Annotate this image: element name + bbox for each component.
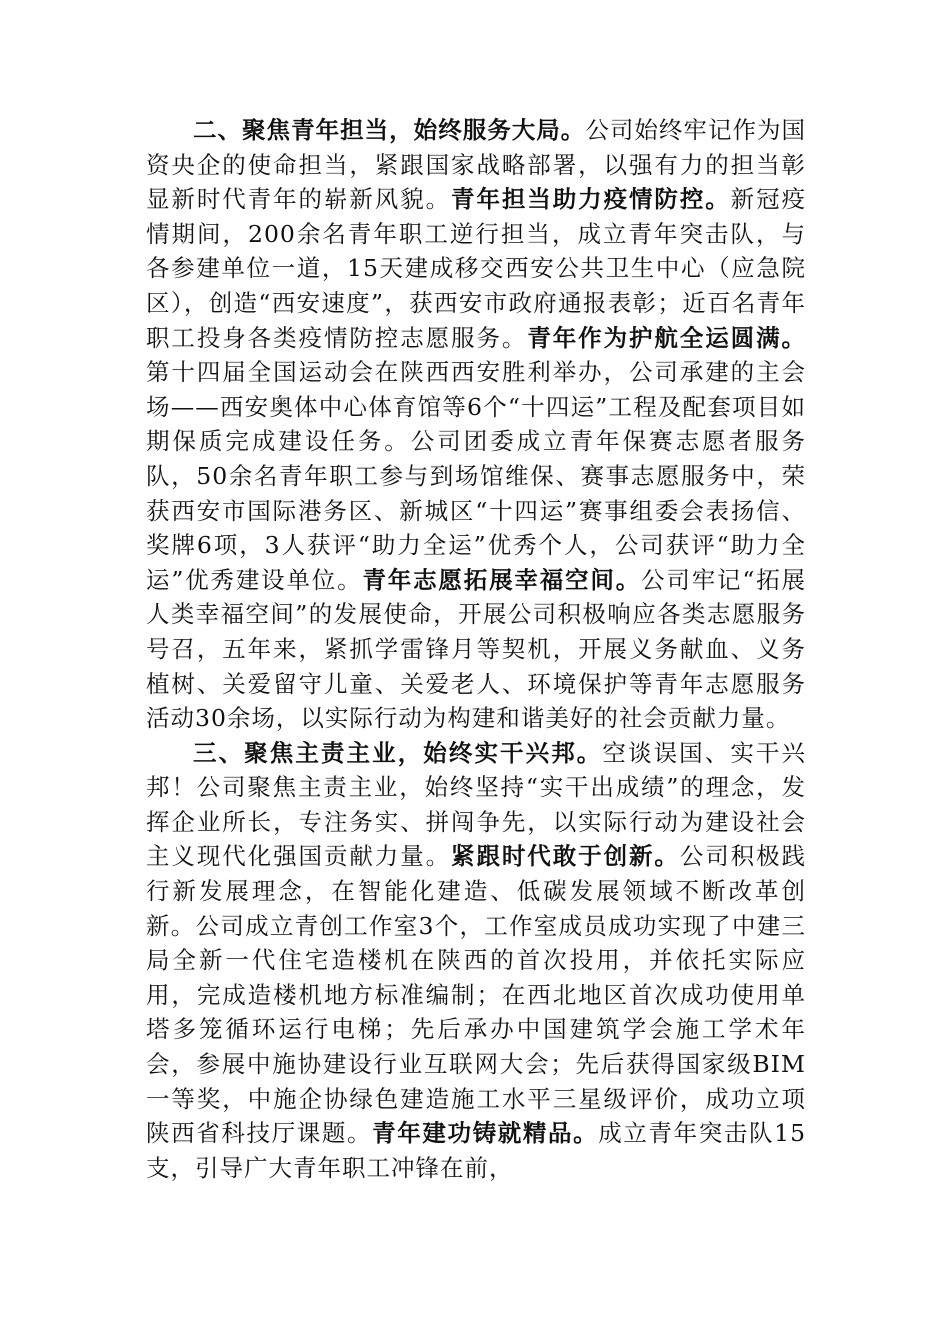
subheading-quality: 青年建功铸就精品。: [372, 1119, 599, 1148]
section-two-heading: 二、聚焦青年担当，始终服务大局。: [193, 116, 586, 144]
subheading-national-games: 青年作为护航全运圆满。: [527, 323, 807, 352]
section-three-heading: 三、聚焦主责主业，始终实干兴邦。: [193, 738, 603, 767]
quality-text: 成立青年突击队15支，引导广大青年职工冲锋在前，: [146, 1119, 807, 1182]
epidemic-text: 新冠疫情期间，200余名青年职工逆行担当，成立青年突击队，与各参建单位一道，15天建成移交西安公共卫生中心（应急院区），创造“西安速度”，获西安市政府通报表彰；近百名青年职工投身各类疫情防控志愿服务。: [146, 185, 807, 352]
subheading-epidemic: 青年担当助力疫情防控。: [451, 185, 731, 214]
document-page: [146, 113, 806, 1185]
subheading-innovation: 紧跟时代敢于创新。: [451, 842, 680, 871]
subheading-volunteer: 青年志愿拓展幸福空间。: [362, 565, 642, 594]
paragraph-section-three: [146, 736, 806, 1186]
national-games-text: 第十四届全国运动会在陕西西安胜利举办，公司承建的主会场——西安奥体中心体育馆等6个“十四运”工程及配套项目如期保质完成建设任务。公司团委成立青年保赛志愿者服务队，50余名青年职工参与到场馆维保、赛事志愿服务中，荣获西安市国际港务区、新城区“十四运”赛事组委会表扬信、奖牌6项，3人获评“助力全运”优秀个人，公司获评“助力全运”优秀建设单位。: [146, 358, 806, 594]
innovation-text: 公司积极践行新发展理念，在智能化建造、低碳发展领域不断改革创新。公司成立青创工作室3个，工作室成员成功实现了中建三局全新一代住宅造楼机在陕西的首次投用，并依托实际应用，完成造楼机地方标准编制；在西北地区首次成功使用单塔多笼循环运行电梯；先后承办中国建筑学会施工学术年会，参展中施协建设行业互联网大会；先后获得国家级BIM一等奖，中施企协绿色建造施工水平三星级评价，成功立项陕西省科技厅课题。: [146, 842, 807, 1148]
paragraph-section-two: [146, 113, 806, 736]
volunteer-text: 公司牢记“拓展人类幸福空间”的发展使命，开展公司积极响应各类志愿服务号召，五年来，紧抓学雷锋月等契机，开展义务献血、义务植树、关爱留守儿童、关爱老人、环境保护等青年志愿服务活动30余场，以实际行动为构建和谐美好的社会贡献力量。: [146, 565, 807, 733]
section-three-intro: 空谈误国、实干兴邦！公司聚焦主责主业，始终坚持“实干出成绩”的理念，发挥企业所长，专注务实、拼闯争先，以实际行动为建设社会主义现代化强国贡献力量。: [146, 738, 806, 871]
section-two-intro: 公司始终牢记作为国资央企的使命担当，紧跟国家战略部署，以强有力的担当彰显新时代青年的崭新风貌。: [146, 116, 807, 214]
